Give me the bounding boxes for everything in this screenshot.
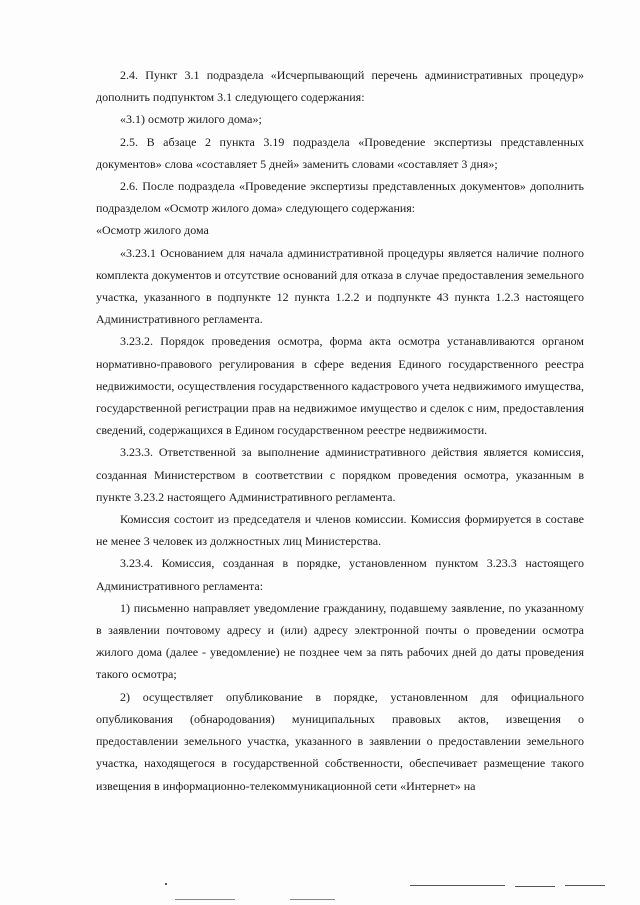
scan-artifact-dot bbox=[165, 883, 167, 885]
scan-artifact-line bbox=[175, 899, 235, 900]
list-item-2: 2) осуществляет опубликование в порядке, установленном для официального опубликования (обнародования) муниципальных правовых актов, извещения о предоставлении земельного участка, указанного в заявлении о предоставлении земельного участка, находящегося в государственной собственности, обеспечивает размещение такого извещения в информационно-телекоммуникационной сети «Интернет» на bbox=[96, 689, 584, 793]
scan-artifact-line bbox=[410, 885, 505, 886]
scan-artifact-line bbox=[515, 886, 555, 887]
document-body bbox=[96, 64, 584, 797]
paragraph-2-4: 2.4. Пункт 3.1 подраздела «Исчерпывающий перечень административных процедур» дополнить подпунктом 3.1 следующего содержания: bbox=[96, 68, 584, 105]
subsection-heading: «Осмотр жилого дома bbox=[96, 223, 209, 238]
paragraph-commission-composition: Комиссия состоит из председателя и членов комиссии. Комиссия формируется в составе не менее 3 человек из должностных лиц Министерства. bbox=[96, 512, 584, 549]
paragraph-2-6: 2.6. После подраздела «Проведение экспертизы представленных документов» дополнить подразделом «Осмотр жилого дома» следующего содержания: bbox=[96, 179, 584, 216]
paragraph-3-23-3: 3.23.3. Ответственной за выполнение административного действия является комиссия, созданная Министерством в соответствии с порядком проведения осмотра, указанным в пункте 3.23.2 настоящего Административного регламента. bbox=[96, 445, 584, 504]
paragraph-3-23-1: «3.23.1 Основанием для начала административной процедуры является наличие полного комплекта документов и отсутствие оснований для отказа в случае предоставления земельного участка, указанного в подпункте 12 пункта 1.2.2 и подпункте 43 пункта 1.2.3 настоящего Административного регламента. bbox=[96, 245, 584, 327]
scan-artifact-line bbox=[290, 899, 335, 900]
paragraph-2-5: 2.5. В абзаце 2 пункта 3.19 подраздела «Проведение экспертизы представленных документов» слова «составляет 5 дней» заменить словами «составляет 3 дня»; bbox=[96, 134, 584, 171]
paragraph-3-1-quote: «3.1) осмотр жилого дома»; bbox=[120, 112, 262, 127]
paragraph-3-23-4: 3.23.4. Комиссия, созданная в порядке, установленном пунктом 3.23.3 настоящего Административного регламента: bbox=[96, 556, 584, 593]
paragraph-3-23-2: 3.23.2. Порядок проведения осмотра, форма акта осмотра устанавливаются органом нормативно-правового регулирования в сфере ведения Единого государственного реестра недвижимости, осуществления государственного кадастрового учета недвижимого имущества, государственной регистрации прав на недвижимое имущество и сделок с ним, предоставления сведений, содержащихся в Едином государственном реестре недвижимости. bbox=[96, 334, 584, 438]
scan-artifact-line bbox=[565, 885, 605, 886]
list-item-1: 1) письменно направляет уведомление гражданину, подавшему заявление, по указанному в заявлении почтовому адресу и (или) адресу электронной почты о проведении осмотра жилого дома (далее - уведомление) не позднее чем за пять рабочих дней до даты проведения такого осмотра; bbox=[96, 600, 584, 682]
